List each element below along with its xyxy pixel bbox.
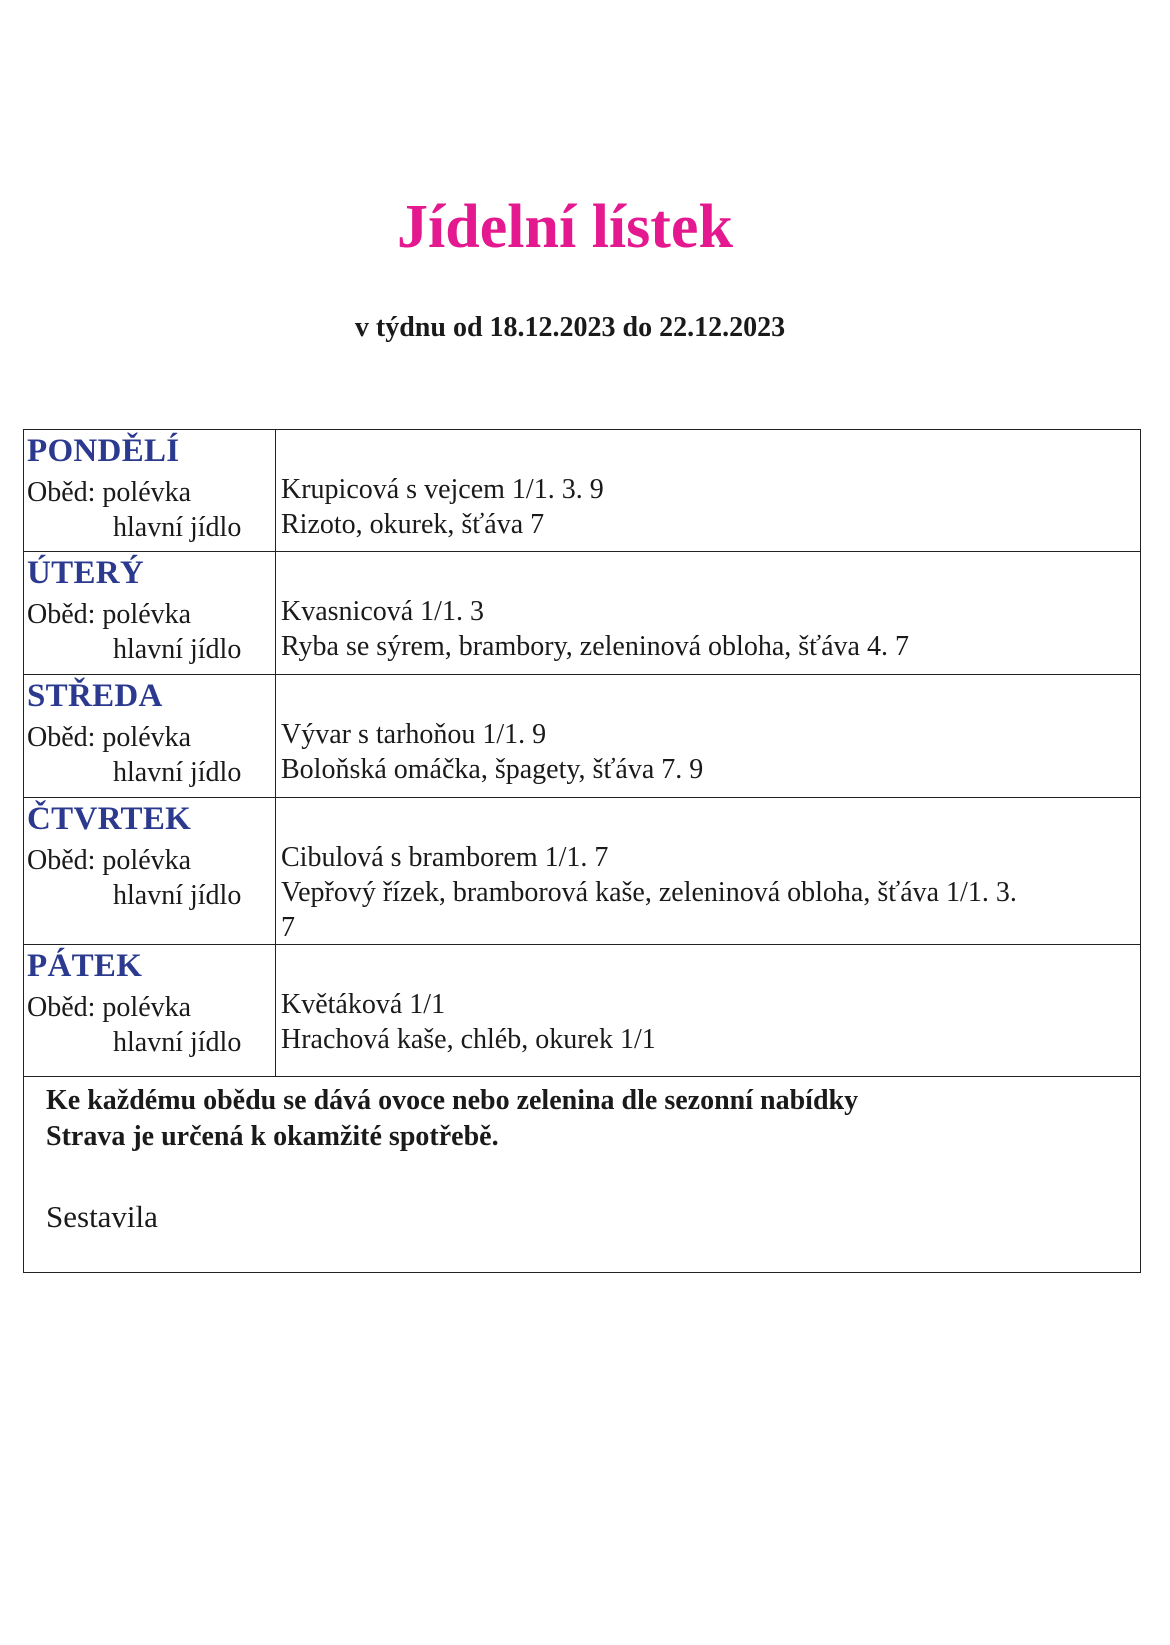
day-row-wednesday [24,675,1140,798]
day-row-tuesday [24,552,1140,675]
day-name: ČTVRTEK [27,801,192,837]
main-label: hlavní jídlo [113,512,242,543]
signature-label: Sestavila [46,1199,158,1234]
day-row-friday [24,945,1140,1077]
day-row-monday [24,430,1140,552]
main-dish: Vepřový řízek, bramborová kaše, zeleninová obloha, šťáva 1/1. 3. 7 [281,877,1017,943]
page-title: Jídelní lístek [397,193,733,261]
main-dish: Boloňská omáčka, špagety, šťáva 7. 9 [281,754,704,785]
menu-table [23,429,1141,1273]
day-name: STŘEDA [27,678,163,714]
menu-footer [24,1077,1140,1272]
soup-label: Oběd: polévka [27,477,192,508]
day-name: PÁTEK [27,948,143,984]
soup-dish: Krupicová s vejcem 1/1. 3. 9 [281,474,604,505]
soup-label: Oběd: polévka [27,992,192,1023]
main-label: hlavní jídlo [113,1027,242,1058]
week-range: v týdnu od 18.12.2023 do 22.12.2023 [354,312,786,343]
column-divider [275,798,276,944]
day-name: PONDĚLÍ [27,433,180,469]
soup-dish: Vývar s tarhoňou 1/1. 9 [281,719,547,750]
soup-dish: Květáková 1/1 [281,989,446,1020]
soup-label: Oběd: polévka [27,599,192,630]
day-name: ÚTERÝ [27,555,145,591]
main-dish: Rizoto, okurek, šťáva 7 [281,509,545,540]
column-divider [275,675,276,797]
soup-label: Oběd: polévka [27,722,192,753]
column-divider [275,945,276,1076]
main-label: hlavní jídlo [113,880,242,911]
fruit-note: Ke každému obědu se dává ovoce nebo zelenina dle sezonní nabídky [46,1085,859,1116]
day-row-thursday [24,798,1140,945]
main-label: hlavní jídlo [113,634,242,665]
main-dish: Ryba se sýrem, brambory, zeleninová obloha, šťáva 4. 7 [281,631,909,662]
main-dish: Hrachová kaše, chléb, okurek 1/1 [281,1024,656,1055]
consumption-note: Strava je určená k okamžité spotřebě. [46,1121,499,1152]
soup-dish: Cibulová s bramborem 1/1. 7 [281,842,609,873]
soup-label: Oběd: polévka [27,845,192,876]
column-divider [275,552,276,674]
column-divider [275,430,276,551]
soup-dish: Kvasnicová 1/1. 3 [281,596,484,627]
main-label: hlavní jídlo [113,757,242,788]
